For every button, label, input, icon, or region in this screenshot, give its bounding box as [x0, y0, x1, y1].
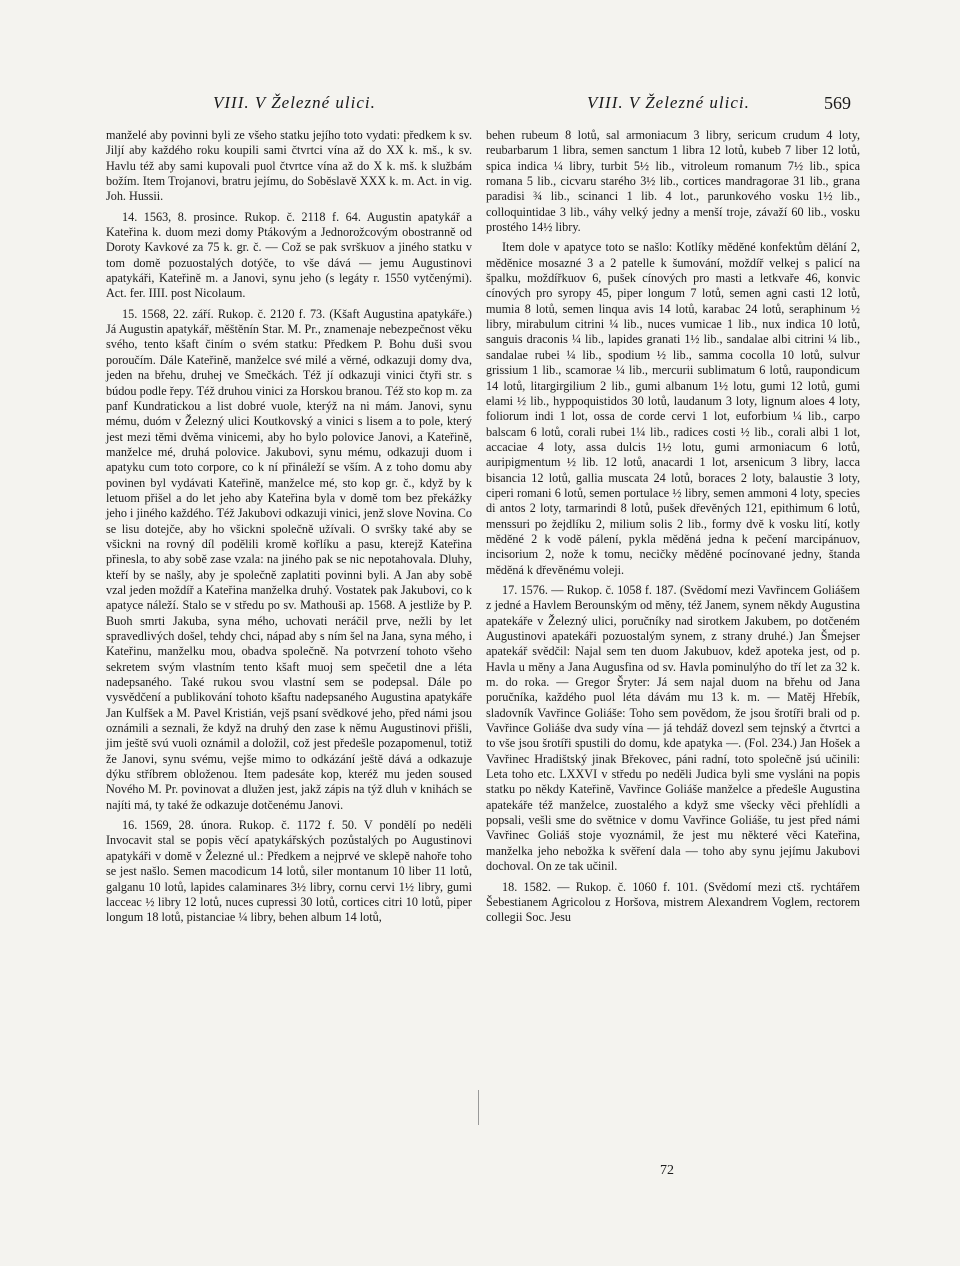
paragraph: 14. 1563, 8. prosince. Rukop. č. 2118 f. 64. Augustin apatykář a Kateřina k. duom mezi domy Ptákovým a Jednorožcovým obostranně od Doroty Kavkové za 75 k. gr. č. — Což se pak svrškuov a jiného statku v tom domě pozuostalých dotýče, to vše dává — jemu Augustinovi apatykáři, Kateřině m. a Janovi, synu jeho (s legáty r. 1550 vytčenými). Act. fer. IIII. post Nicolaum.: [106, 209, 472, 301]
paragraph: 16. 1569, 28. února. Rukop. č. 1172 f. 50. V pondělí po neděli Invocavit stal se popis věcí apatykářských pozůstalých po Augustinovi apatykáři v domě v Železné ul.: Předkem a nejprvé ve sklepě nahoře toho se jest našlo. Semen macodicum 14 lotů, siler montanum 10 liber 11 lotů, galganu 10 lotů, lapides calaminares 3½ libry, cornu cervi 1½ libry, gumi lacceac ½ libry 12 lotů, nuces cupressi 30 lotů, cortices citri 10 lotů, piper longum 18 lotů, pistanciae ¼ libry, behen album 14 lotů,: [106, 818, 472, 925]
paragraph: 17. 1576. — Rukop. č. 1058 f. 187. (Svědomí mezi Vavřincem Goliášem z jedné a Havlem Berounským od měny, též Janem, synem někdy Augustina apatekáře v Železný ulici, poručníky nad sirotkem Jakubem, po dotčeném Augustinovi apatekáři pozuostalým synem, z strany druhé.) Jan Šmejser apatekář svědčil: Najal sem ten duom Jakubuov, kdež apoteka jest, od p. Havla u měny a Jana Augusfina od sv. Havla pominulýho do tří let za 32 k. m. do roka. — Gregor Šryter: Já sem najal duom na břehu od Jana poručníka, každého puol léta dávám mu 13 k. m. — Matěj Hřebík, sladovník Vavřince Goliáše: Toho sem povědom, že jsou šrotíři brali od p. Vavřince Goliáše dva sudy vína — já tehdáž dovezl sem tejnský a čtvrtci a to vše jsou šrotíři spustili do domu, kde apatyka —. (Fol. 234.) Jan Hošek a Vavřinec Hradištský jinak Břekovec, páni radní, toto společně jsú učinili: Leta toho etc. LXXVI v středu po neděli Judica byli sme vysláni na popis statku po někdy Kateřině, Vavřince Goliáše manželce a předešle Augustina apatekáře též manželce, zuostalého a když sme všecky věci přehlídli a popsali, vešli sme do světnice v domu Vavřince Goliáše, tu jest před námi Vavřinec Goliáš stoje vyoznámil, že jest mu některé věci Kateřina, manželka jeho nebožka k svěření dala — toho aby synu jejímu Jakubovi dochoval. On ze tak učinil.: [486, 582, 860, 874]
paragraph: 18. 1582. — Rukop. č. 1060 f. 101. (Svědomí mezi ctš. rychtářem Šebestianem Agricolou z Horšova, mistrem Alexandrem Voglem, rectorem collegii Soc. Jesu: [486, 879, 860, 925]
paragraph: behen rubeum 8 lotů, sal armoniacum 3 libry, sericum crudum 4 loty, reubarbarum 1 libra, semen sanctum 1 libra 12 lotů, kubeb 7 liber 12 lotů, spica indica ¼ libry, turbit 5½ lib., vitroleum romanum 7½ lib., spica romana 5 lib., cicvaru starého 3½ lib., cortices mandragorae 31 lib., grana paradisi ¾ lib., scinanci 1 lib. 4 lot., parunkového vosku 1½ lib., colloquintidae 3 lib., váhy velký jedny a menší troje, závaží 60 lib., vosku prostého 14½ libry.: [486, 128, 860, 235]
paragraph: manželé aby povinni byli ze všeho statku jejího toto vydati: předkem k sv. Jiljí aby každého roku koupili sami čtvrtci vína až do XX k. mš., k sv. Havlu též aby sami kupovali puol čtvrtce vína až do X k. mš. k službám božím. Item Trojanovi, bratru jejímu, do Soběslavě XXX k. m. Act. in vig. Joh. Hussii.: [106, 128, 472, 204]
right-column: [486, 128, 860, 931]
signature-mark: 72: [660, 1163, 674, 1178]
page-number: 569: [824, 93, 851, 113]
running-head-left: VIII. V Železné ulici.: [213, 93, 376, 112]
running-head-right: VIII. V Železné ulici.: [587, 93, 750, 112]
paragraph: Item dole v apatyce toto se našlo: Kotlíky měděné konfektům dělání 2, měděnice mosazné 3 a 2 patelle k šumování, moždíř velkej s palicí na špalku, moždířkuov 6, pušek cínových pro masti a letkvaře 46, konvic cínových pro syropy 45, piper longum 7 lotů, semen agni casti 12 lotů, mumia 8 lotů, semen linqua avis 14 lotů, karabac 24 lotů, seraphinum ½ libry, mirabulum citrini ¼ lib., nuces vumicae 1 lib., nux indica 10 lotů, sanguis draconis ¼ lib., lapides granati 1½ lib., sandalae albi citrini ¼ lib., sandalae rubei ¼ lib., spodium ½ lib., samma cocolla 10 lotů, sulvur grissium 1 lib., scamorae ¼ lib., mercurii sublimatum 6 lotů, raupondicum 14 lotů, litargirgilium 2 lib., gumi albanum 1½ lotu, gumi 12 lotů, gumi elami ½ lib., hyppoquistidos 30 lotů, laudanum 3 loty, lignum aloes 4 loty, foliorum indi 1 lot, ossa de corde cervi 1 lot, euforbium ¼ lib., carpo balscam 6 lotů, corali rubei 1¼ lib., radices costi ½ lib., corali albi 1 lot, accaciae 4 loty, assa dulcis 1½ lotu, gumi armoniacum 6 lotů, auripigmentum ½ lib. 12 lotů, anacardi 1 lot, arsenicum 3 libry, lacca bisancia 12 lotů, gallia muscata 24 lotů, boraces 2 loty, balaustie 3 loty, ciperi romani 6 lotů, semen portulace ½ libry, semen ammoni 4 loty, species di antos 2 loty, tarmarindi 8 lotů, pušek dřevěných 121, epithimum 6 lotů, menssuri po žejdlíku 2, milium solis 2 lib., formy dvě k vosku lití, kotly měděné 2 k vodě pálení, pykla měděná jedna k pečení marcipánuov, incisorium 2, nože k tomu, necičky měděné pocínované jedny, štanda měděná k dřevěnému voleji.: [486, 240, 860, 577]
paragraph: 15. 1568, 22. září. Rukop. č. 2120 f. 73. (Kšaft Augustina apatykáře.) Já Augustin apatykář, měštěnín Star. M. Pr., znamenaje nebezpečnost věku svého, tento kšaft činím o svém statku: Předkem P. Bohu duši svou poroučím. Dále Kateřině, manželce své milé a věrné, odkazuji domy dva, jeden na břehu, druhej ve Smečkách. Též jí odkazuji vinici čtyři str. s búdou podle řepy. Též druhou vinici za Horskou branou. Též sto kop m. za panf Kundratickou a list dobré vuole, kterýž na ni mám. Janovi, synu mému, duóm v Železný ulici Koutkovský a vinici s lisem a to pole, který jest mezi těmi dvěma vinicemi, aby ho bylo polovice Janovi, a Kateřině, manželce mé, druhá polovice. Jakubovi, synu mému, odkazuji duom i apatyku cum toto corpore, co k ní přináleží se vším. A z toho domu aby povinen byl vydávati Kateřině, manželce mé, sto kop gr. č., když by k letuom přišel a do let jeho aby Kateřina byla v domě tom bez překážky jeho i jiného každého. Též Jakubovi odkazuji vinici, jenž slove Novina. Co se lisu dotejče, aby ho všickni společně užívali. O svršky také aby se všickni na rovný díl podělili kromě kořlíku a pasu, kterejž Kateřina přinesla, to aby sobě zase vzala: na jiného pak se nic nepotahovala. Dluhy, kteří by se našly, aby je společně zaplatiti povinni byli. A Jan aby sobě vzal jeden moždíř a Kateřina manželka druhý. Vostatek pak Jakubovi, co k apatyce náleží. Stalo se v středu po sv. Mathouši ap. 1568. A jestliže by P. Buoh smrti Jakuba, syna mého, uchovati neráčil prve, nežli by let spravedlivých došel, tehdy chci, nápad aby s ním šel na Jana, syna mého, i Kateřinu, manželku mou, obadva společně. Na potvrzení tohoto všeho sekretem svým vlastním tento kšaft muoj sem spečetil dne a léta nadepsaného. Také rukou svou vlastní sem se podepsal. Dále po vysvědčení a publikování tohoto kšaftu nadepsaného Augustina apatykáře Jan Kulfšek a M. Pavel Kristián, vejš psaní svědkové jeho, před námi jsou oznámili a seznali, že když na druhý den zase k němu Augustinovi přišli, jim ještě svú vuoli oznámil a doložil, což jest předešle pozapomenul, totiž že Janovi, synu svému, vejše mimo to odkázání ještě dává a odkazuje dýku stříbrem obloženou. Item padesáte kop, kteréž mu jeden soused Nového M. Pr. povinovat a dlužen jest, jakž zápis na týž dluh v knihách se najíti má, ty také že odkazuje dotčenému Janovi.: [106, 306, 472, 812]
left-column: [106, 128, 472, 931]
column-rule: [478, 1090, 479, 1125]
